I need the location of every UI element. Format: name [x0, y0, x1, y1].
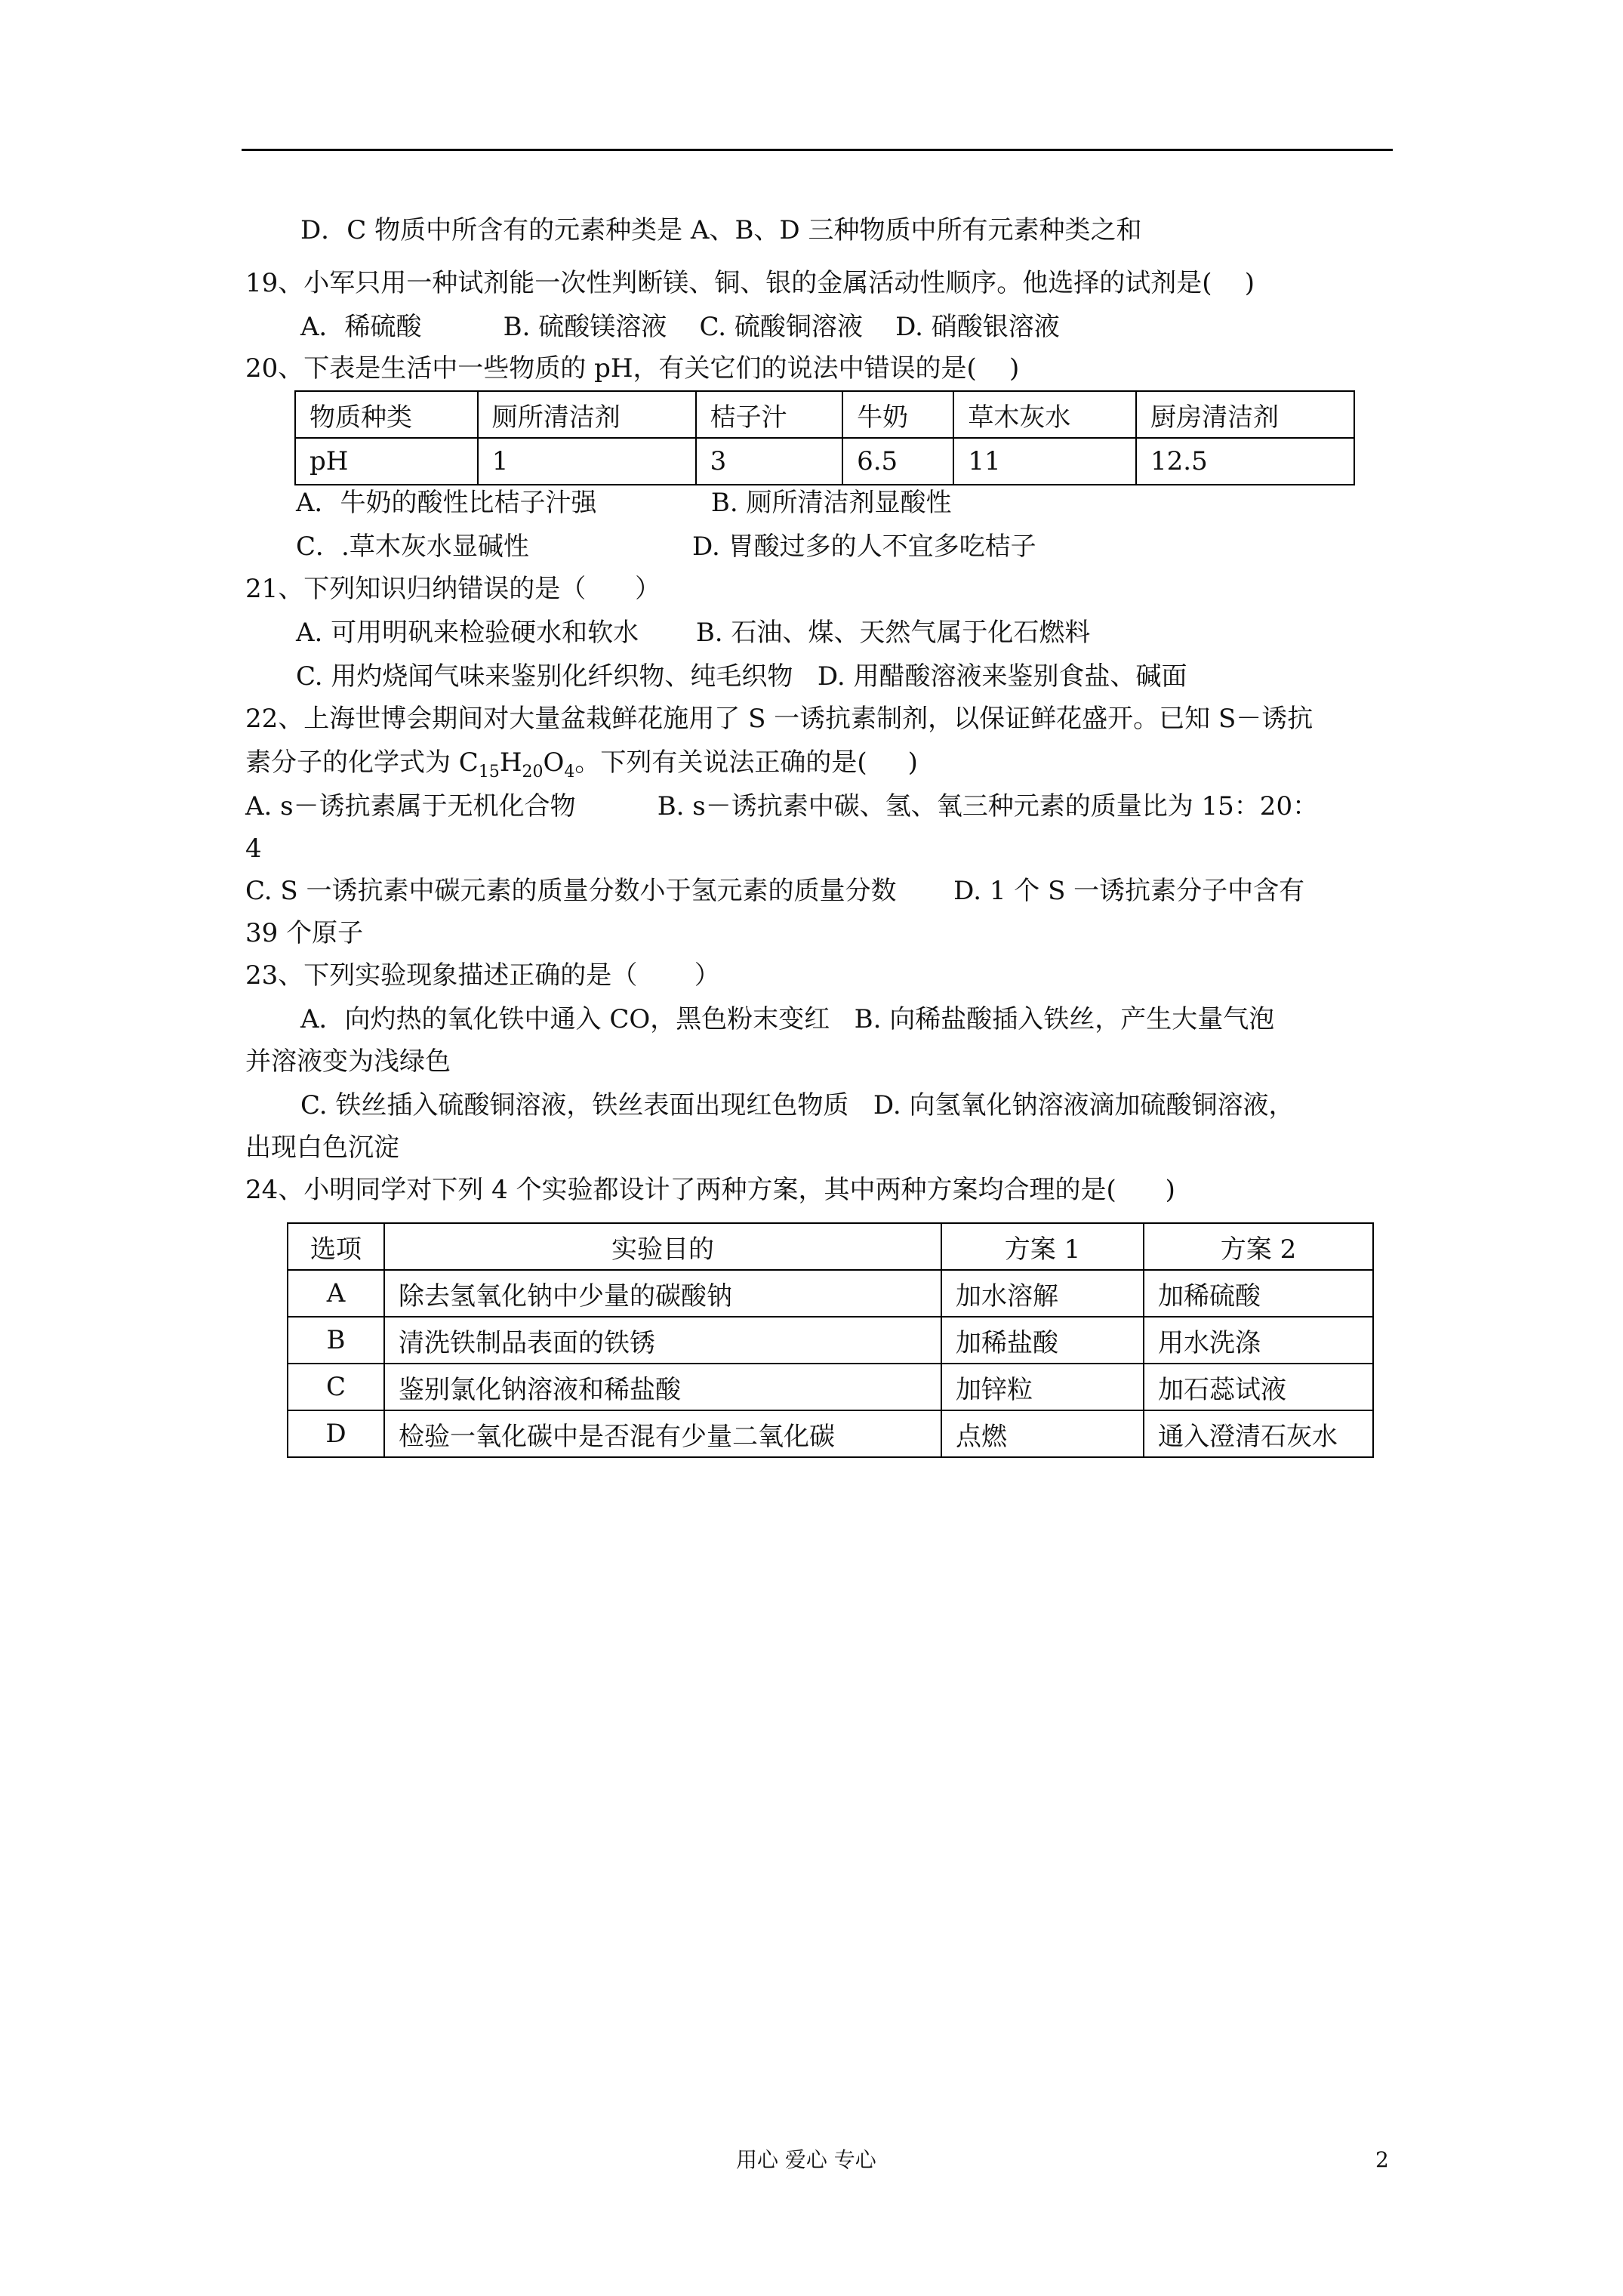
- ph-table-header-row: [295, 391, 1354, 438]
- q22-stem-line2: [245, 745, 918, 790]
- formula-subscript: 4: [564, 762, 575, 781]
- q21-options-line2: C. 用灼烧闻气味来鉴别化纤织物、纯毛织物 D. 用醋酸溶液来鉴别食盐、碱面: [296, 661, 1187, 692]
- formula-element: H: [499, 747, 522, 778]
- q22-stem-line1: 22、上海世博会期间对大量盆栽鲜花施用了 S 一诱抗素制剂，以保证鲜花盛开。已知 S－诱抗: [245, 704, 1313, 734]
- formula-element: O: [543, 747, 565, 778]
- table-row: [288, 1270, 1373, 1317]
- table-cell: 草木灰水: [953, 391, 1136, 438]
- q19-stem: 19、小军只用一种试剂能一次性判断镁、铜、银的金属活动性顺序。他选择的试剂是( ): [245, 268, 1255, 298]
- ph-table-value-row: [295, 438, 1354, 485]
- formula-subscript: 20: [522, 762, 544, 781]
- q22-options-line4: 39 个原子: [245, 918, 364, 948]
- table-cell: pH: [295, 438, 478, 485]
- ph-table: [294, 390, 1355, 485]
- table-cell: 通入澄清石灰水: [1144, 1410, 1373, 1457]
- table-cell: 点燃: [941, 1410, 1144, 1457]
- table-cell: 方案 2: [1144, 1223, 1373, 1270]
- q23-options-line1: A．向灼热的氧化铁中通入 CO，黑色粉末变红 B. 向稀盐酸插入铁丝，产生大量气泡: [300, 1004, 1275, 1034]
- q23-stem: 23、下列实验现象描述正确的是（ ）: [245, 960, 720, 991]
- q21-stem: 21、下列知识归纳错误的是（ ）: [245, 574, 661, 604]
- q19-options: A．稀硫酸 B. 硫酸镁溶液 C. 硫酸铜溶液 D. 硝酸银溶液: [300, 312, 1060, 342]
- table-cell: 6.5: [842, 438, 953, 485]
- table-cell: 加稀盐酸: [941, 1317, 1144, 1364]
- table-cell: 桔子汁: [696, 391, 842, 438]
- q22-options-line3: C. S 一诱抗素中碳元素的质量分数小于氢元素的质量分数 D. 1 个 S 一诱抗素分子中含有: [245, 876, 1305, 906]
- q23-options-line3: C. 铁丝插入硫酸铜溶液，铁丝表面出现红色物质 D. 向氢氧化钠溶液滴加硫酸铜溶液，: [300, 1090, 1295, 1120]
- table-cell: 检验一氧化碳中是否混有少量二氧化碳: [384, 1410, 941, 1457]
- table-cell: 实验目的: [384, 1223, 941, 1270]
- table-cell: D: [288, 1410, 384, 1457]
- q22-options-line2: 4: [245, 834, 262, 864]
- q23-options-line2: 并溶液变为浅绿色: [245, 1046, 451, 1077]
- table-row: [288, 1410, 1373, 1457]
- table-cell: B: [288, 1317, 384, 1364]
- formula-subscript: 15: [478, 762, 500, 781]
- header-rule: [242, 149, 1393, 151]
- table-cell: 方案 1: [941, 1223, 1144, 1270]
- q20-options-line2: C．.草木灰水显碱性 D. 胃酸过多的人不宜多吃桔子: [296, 532, 1036, 562]
- table-cell: 清洗铁制品表面的铁锈: [384, 1317, 941, 1364]
- table-cell: 除去氢氧化钠中少量的碳酸钠: [384, 1270, 941, 1317]
- table-row: [288, 1317, 1373, 1364]
- table-cell: 3: [696, 438, 842, 485]
- table-cell: 加水溶解: [941, 1270, 1144, 1317]
- table-cell: 加石蕊试液: [1144, 1364, 1373, 1410]
- footer-motto: 用心 爱心 专心: [736, 2147, 876, 2172]
- q22-stem-text: 素分子的化学式为 C: [245, 747, 479, 778]
- table-cell: 牛奶: [842, 391, 953, 438]
- page-number: 2: [1375, 2147, 1389, 2172]
- table-cell: 选项: [288, 1223, 384, 1270]
- q24-stem: 24、小明同学对下列 4 个实验都设计了两种方案，其中两种方案均合理的是( ): [245, 1175, 1175, 1205]
- table-cell: 1: [478, 438, 696, 485]
- table-cell: C: [288, 1364, 384, 1410]
- experiment-table-header-row: [288, 1223, 1373, 1270]
- table-cell: 用水洗涤: [1144, 1317, 1373, 1364]
- table-cell: 鉴别氯化钠溶液和稀盐酸: [384, 1364, 941, 1410]
- table-cell: A: [288, 1270, 384, 1317]
- table-cell: 11: [953, 438, 1136, 485]
- table-cell: 厨房清洁剂: [1136, 391, 1354, 438]
- q20-options-line1: A．牛奶的酸性比桔子汁强 B. 厕所清洁剂显酸性: [296, 488, 952, 518]
- q22-options-line1: A. s－诱抗素属于无机化合物 B. s－诱抗素中碳、氢、氧三种元素的质量比为 15：20：: [245, 791, 1319, 821]
- table-cell: 物质种类: [295, 391, 478, 438]
- q18-option-d: D．C 物质中所含有的元素种类是 A、B、D 三种物质中所有元素种类之和: [300, 215, 1142, 245]
- q22-stem-text: 。下列有关说法正确的是( ): [574, 747, 918, 778]
- table-cell: 加锌粒: [941, 1364, 1144, 1410]
- table-cell: 厕所清洁剂: [478, 391, 696, 438]
- table-row: [288, 1364, 1373, 1410]
- q23-options-line4: 出现白色沉淀: [245, 1133, 399, 1163]
- experiment-table: [287, 1222, 1374, 1458]
- table-cell: 加稀硫酸: [1144, 1270, 1373, 1317]
- q21-options-line1: A. 可用明矾来检验硬水和软水 B. 石油、煤、天然气属于化石燃料: [296, 618, 1091, 648]
- table-cell: 12.5: [1136, 438, 1354, 485]
- q20-stem: 20、下表是生活中一些物质的 pH，有关它们的说法中错误的是( ): [245, 353, 1020, 384]
